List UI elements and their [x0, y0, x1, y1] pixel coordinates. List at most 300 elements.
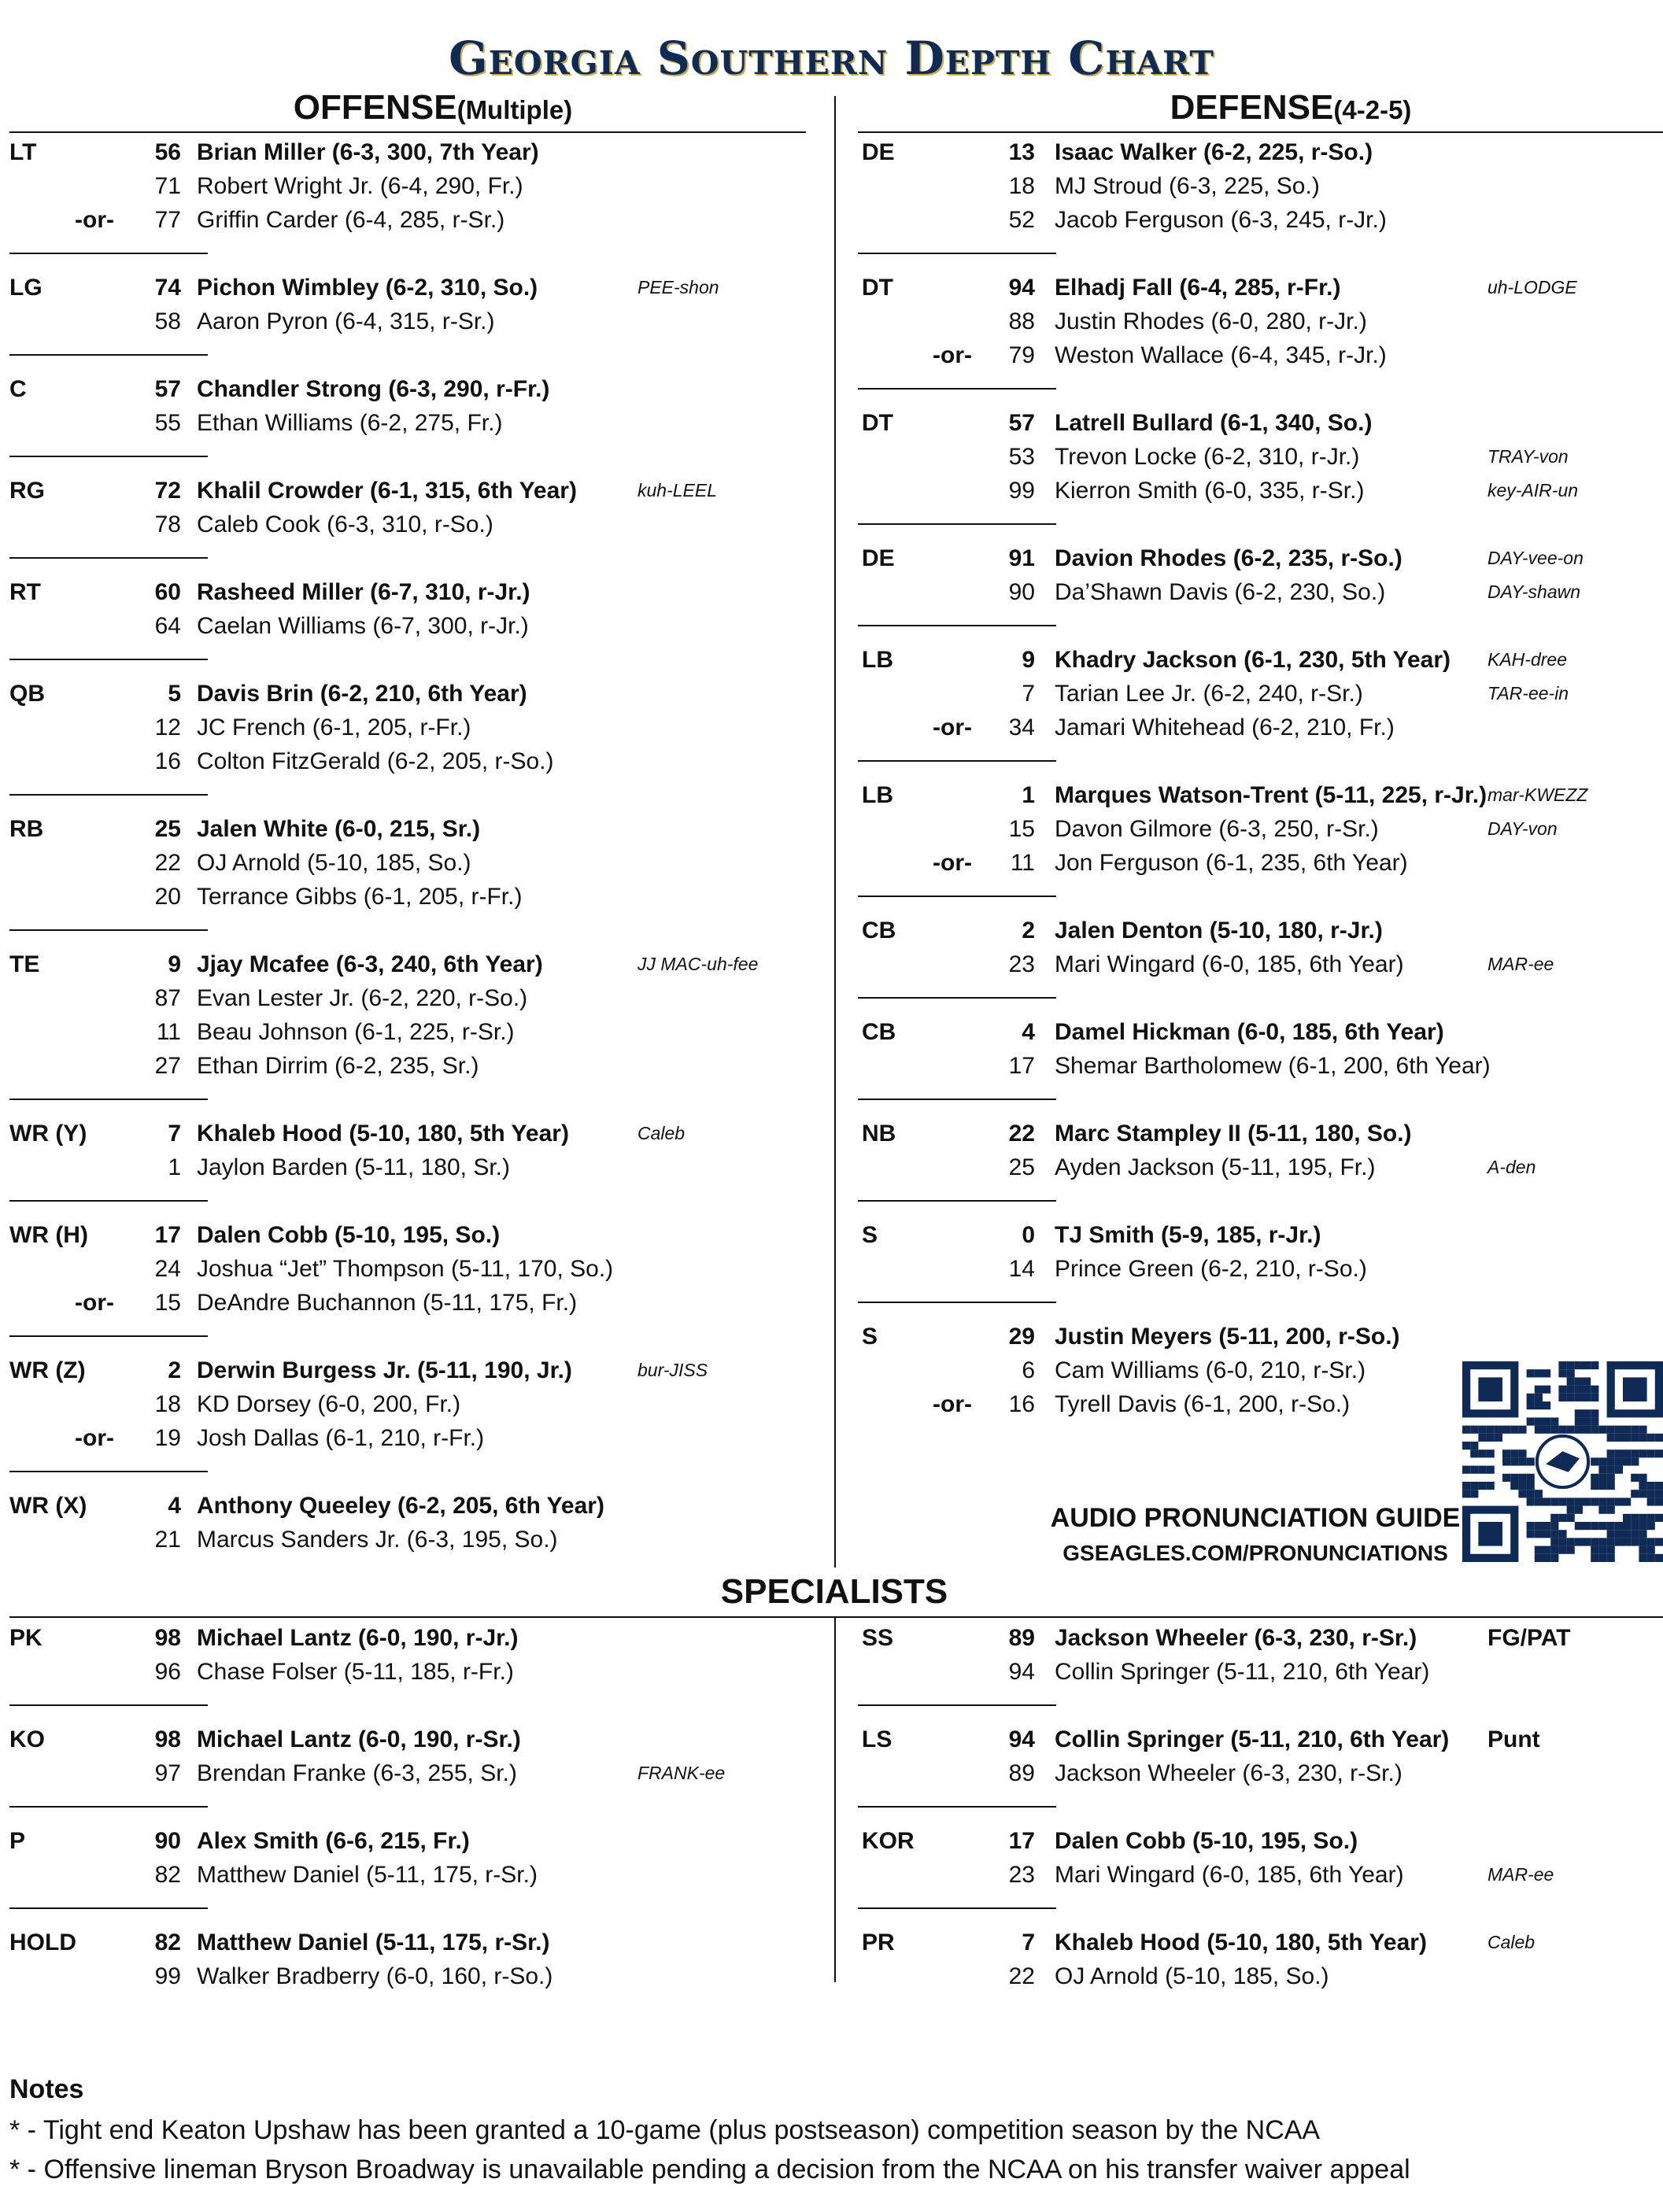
depth-row: [862, 643, 1663, 677]
qr-module: [1623, 1457, 1631, 1465]
player-name: Matthew Daniel (5-11, 175, r-Sr.): [197, 1862, 538, 1888]
qr-module: [1478, 1482, 1486, 1490]
position-group: [9, 1926, 828, 1993]
qr-module: [1631, 1514, 1639, 1522]
qr-module: [1543, 1369, 1550, 1377]
jersey-number: 11: [1010, 850, 1035, 876]
jersey-number: 22: [1008, 1963, 1035, 1989]
position-label: LT: [9, 139, 37, 165]
depth-row: [862, 947, 1663, 981]
qr-module: [1495, 1426, 1502, 1434]
pronunciation: JJ MAC-uh-fee: [637, 954, 759, 974]
qr-module: [1567, 1514, 1575, 1522]
position-label: PK: [9, 1625, 42, 1651]
qr-module: [1639, 1482, 1646, 1490]
player-name: Davon Gilmore (6-3, 250, r-Sr.): [1055, 816, 1379, 842]
depth-row: [862, 1621, 1663, 1655]
jersey-number: 22: [154, 850, 181, 876]
position-group: [862, 643, 1663, 744]
qr-module: [1575, 1497, 1583, 1505]
position-group: [862, 1117, 1663, 1184]
position-label: LS: [862, 1726, 892, 1752]
specialists-title: SPECIALISTS: [720, 1572, 948, 1611]
qr-module: [1567, 1369, 1575, 1377]
group-separator: [9, 354, 208, 356]
pronunciation: kuh-LEEL: [637, 480, 718, 500]
player-name: Colton FitzGerald (6-2, 205, r-So.): [197, 748, 554, 774]
position-label: RT: [9, 579, 41, 605]
jersey-number: 87: [154, 985, 181, 1011]
qr-module: [1639, 1554, 1646, 1562]
jersey-number: 17: [1008, 1053, 1035, 1079]
position-label: QB: [9, 681, 45, 707]
group-separator: [858, 1704, 1056, 1706]
jersey-number: 16: [154, 748, 181, 774]
qr-module: [1631, 1474, 1639, 1482]
column-divider-bottom: [834, 1616, 836, 1982]
depth-row: [9, 1824, 828, 1858]
position-group: [862, 135, 1663, 237]
qr-module: [1639, 1474, 1646, 1482]
qr-module: [1623, 1497, 1631, 1505]
qr-module: [1647, 1514, 1655, 1522]
qr-module: [1502, 1474, 1510, 1482]
qr-module: [1623, 1514, 1631, 1522]
jersey-number: 99: [154, 1963, 181, 1989]
qr-module: [1462, 1482, 1470, 1490]
depth-row: [9, 271, 828, 305]
qr-module: [1487, 1449, 1495, 1457]
qr-module: [1575, 1361, 1583, 1369]
jersey-number: 94: [1008, 1726, 1035, 1752]
jersey-number: 0: [1022, 1222, 1035, 1248]
pronunciation: DAY-vee-on: [1487, 548, 1584, 568]
jersey-number: 25: [1008, 1154, 1035, 1180]
qr-module: [1607, 1530, 1615, 1538]
qr-module: [1567, 1426, 1575, 1434]
depth-row: [9, 1353, 828, 1387]
qr-module: [1567, 1361, 1575, 1369]
player-name: Ethan Dirrim (6-2, 235, Sr.): [197, 1053, 479, 1079]
jersey-number: 77: [154, 207, 181, 233]
qr-module: [1623, 1530, 1631, 1538]
player-name: Justin Rhodes (6-0, 280, r-Jr.): [1055, 308, 1367, 334]
qr-module: [1607, 1546, 1615, 1554]
qr-module: [1583, 1497, 1591, 1505]
group-separator: [9, 794, 208, 796]
jersey-number: 74: [154, 275, 181, 301]
depth-row: [862, 135, 1663, 169]
group-separator: [9, 929, 208, 931]
player-name: Rasheed Miller (6-7, 310, r-Jr.): [197, 579, 530, 605]
qr-module: [1470, 1442, 1478, 1449]
position-group: [862, 271, 1663, 372]
qr-module: [1510, 1426, 1518, 1434]
defense-header-rule: [858, 131, 1663, 133]
qr-module: [1631, 1449, 1639, 1457]
position-label: WR (H): [9, 1222, 88, 1248]
player-name: Alex Smith (6-6, 215, Fr.): [197, 1828, 470, 1854]
pronunciation: uh-LODGE: [1487, 277, 1577, 297]
pronunciation: TRAY-von: [1487, 446, 1569, 467]
pronunciation: Caleb: [1487, 1932, 1536, 1952]
qr-module: [1615, 1530, 1623, 1538]
qr-module: [1591, 1409, 1598, 1417]
qr-module: [1655, 1482, 1663, 1490]
qr-module: [1583, 1522, 1591, 1530]
qr-module: [1550, 1497, 1558, 1505]
qr-module: [1567, 1386, 1575, 1394]
position-label: WR (Y): [9, 1121, 87, 1147]
jersey-number: 98: [154, 1625, 181, 1651]
qr-module: [1470, 1449, 1478, 1457]
player-name: Marcus Sanders Jr. (6-3, 195, So.): [197, 1527, 558, 1553]
jersey-number: 11: [156, 1019, 181, 1045]
player-name: Elhadj Fall (6-4, 285, r-Fr.): [1055, 275, 1341, 301]
depth-row: [9, 1858, 828, 1892]
qr-module: [1558, 1538, 1566, 1545]
qr-module: [1607, 1538, 1615, 1545]
depth-row: [862, 1858, 1663, 1892]
depth-row: [9, 1387, 828, 1421]
qr-module: [1550, 1530, 1558, 1538]
jersey-number: 94: [1008, 275, 1035, 301]
qr-module: [1647, 1490, 1655, 1497]
depth-row: [9, 1421, 828, 1455]
group-separator: [858, 896, 1056, 897]
depth-row: [862, 1959, 1663, 1993]
jersey-number: 7: [1022, 681, 1035, 707]
player-name: Da’Shawn Davis (6-2, 230, So.): [1055, 579, 1386, 605]
position-label: WR (X): [9, 1493, 87, 1519]
qr-module: [1527, 1457, 1535, 1465]
jersey-number: 18: [1008, 173, 1035, 199]
depth-row: [9, 1655, 828, 1689]
note-line-1: * - Tight end Keaton Upshaw has been granted a 10-game (plus postseason) competition season by the NCAA: [9, 2115, 1321, 2145]
jersey-number: 15: [154, 1290, 181, 1316]
player-name: Brian Miller (6-3, 300, 7th Year): [197, 139, 539, 165]
qr-module: [1550, 1554, 1558, 1562]
qr-module: [1647, 1449, 1655, 1457]
position-group: [9, 677, 828, 778]
qr-module: [1535, 1497, 1543, 1505]
qr-module: [1598, 1426, 1606, 1434]
qr-module: [1623, 1522, 1631, 1530]
qr-module: [1615, 1522, 1623, 1530]
depth-row: [9, 947, 828, 981]
pronunciation: DAY-von: [1487, 818, 1558, 839]
jersey-number: 98: [154, 1726, 181, 1752]
player-name: Aaron Pyron (6-4, 315, r-Sr.): [197, 308, 495, 334]
jersey-number: 96: [154, 1659, 181, 1685]
qr-module: [1607, 1474, 1615, 1482]
qr-module: [1518, 1457, 1526, 1465]
qr-module: [1535, 1490, 1543, 1497]
player-name: Collin Springer (5-11, 210, 6th Year): [1055, 1659, 1430, 1685]
qr-module: [1631, 1426, 1639, 1434]
player-name: Mari Wingard (6-0, 185, 6th Year): [1055, 1862, 1404, 1888]
position-group: [862, 406, 1663, 508]
qr-module: [1591, 1538, 1598, 1545]
player-name: Tyrell Davis (6-1, 200, r-So.): [1055, 1391, 1351, 1417]
qr-module: [1655, 1538, 1663, 1545]
player-name: Jackson Wheeler (6-3, 230, r-Sr.): [1055, 1625, 1417, 1651]
qr-module: [1639, 1426, 1646, 1434]
jersey-number: 14: [1008, 1256, 1035, 1282]
depth-row: [9, 1489, 828, 1523]
depth-row: [862, 1723, 1663, 1756]
jersey-number: 21: [154, 1527, 181, 1553]
qr-module: [1615, 1449, 1623, 1457]
qr-module: [1575, 1522, 1583, 1530]
position-group: [862, 1824, 1663, 1892]
position-group: [9, 947, 828, 1083]
depth-row: [9, 305, 828, 338]
qr-module: [1598, 1474, 1606, 1482]
qr-module: [1639, 1530, 1646, 1538]
qr-module: [1583, 1377, 1591, 1385]
depth-row: [862, 1218, 1663, 1252]
player-name: Griffin Carder (6-4, 285, r-Sr.): [197, 207, 505, 233]
player-name: Cam Williams (6-0, 210, r-Sr.): [1055, 1357, 1366, 1383]
jersey-number: 34: [1008, 715, 1035, 740]
qr-code[interactable]: [1462, 1361, 1663, 1562]
alternate-label: -or-: [75, 1425, 114, 1451]
qr-module: [1655, 1449, 1663, 1457]
qr-module: [1631, 1522, 1639, 1530]
qr-module: [1575, 1426, 1583, 1434]
depth-row: [862, 914, 1663, 947]
position-label: LG: [9, 275, 42, 301]
player-name: JC French (6-1, 205, r-Fr.): [197, 715, 471, 740]
player-name: Khalil Crowder (6-1, 315, 6th Year): [197, 478, 577, 504]
qr-module: [1462, 1426, 1470, 1434]
depth-row: [9, 880, 828, 914]
qr-module: [1591, 1386, 1598, 1394]
alternate-label: -or-: [933, 715, 972, 740]
jersey-number: 29: [1008, 1324, 1035, 1350]
jersey-number: 23: [1008, 951, 1035, 977]
player-name: Jaylon Barden (5-11, 180, Sr.): [197, 1154, 510, 1180]
qr-module: [1470, 1482, 1478, 1490]
player-name: Jackson Wheeler (6-3, 230, r-Sr.): [1055, 1760, 1402, 1786]
jersey-number: 72: [154, 478, 181, 504]
alternate-label: -or-: [933, 850, 972, 876]
depth-row: [862, 338, 1663, 372]
qr-module: [1510, 1457, 1518, 1465]
jersey-number: 57: [1008, 410, 1035, 436]
qr-module: [1543, 1522, 1550, 1530]
position-group: [9, 1489, 828, 1557]
qr-module: [1543, 1546, 1550, 1554]
qr-module: [1558, 1426, 1566, 1434]
depth-row: [862, 1756, 1663, 1790]
qr-module: [1558, 1394, 1566, 1401]
depth-row: [862, 271, 1663, 305]
qr-module: [1615, 1426, 1623, 1434]
qr-module: [1558, 1497, 1566, 1505]
qr-module: [1575, 1506, 1583, 1514]
depth-row: [862, 1252, 1663, 1286]
qr-module: [1623, 1538, 1631, 1545]
position-group: [9, 812, 828, 914]
jersey-number: 53: [1008, 444, 1035, 470]
player-name: Justin Meyers (5-11, 200, r-So.): [1055, 1324, 1400, 1350]
qr-module: [1527, 1474, 1535, 1482]
player-name: Collin Springer (5-11, 210, 6th Year): [1055, 1726, 1450, 1752]
depth-row: [862, 1320, 1663, 1353]
depth-row: [9, 711, 828, 744]
offense-title: OFFENSE: [293, 88, 457, 127]
pronunciation: PEE-shon: [637, 277, 719, 297]
qr-module: [1487, 1482, 1495, 1490]
position-label: WR (Z): [9, 1357, 86, 1383]
group-separator: [858, 253, 1056, 254]
group-separator: [9, 1099, 208, 1100]
player-name: Pichon Wimbley (6-2, 310, So.): [197, 275, 538, 301]
jersey-number: 12: [154, 715, 181, 740]
position-label: DE: [862, 139, 895, 165]
player-name: Matthew Daniel (5-11, 175, r-Sr.): [197, 1929, 550, 1955]
jersey-number: 2: [168, 1357, 181, 1383]
position-group: [9, 575, 828, 643]
jersey-number: 55: [154, 410, 181, 436]
jersey-number: 22: [1008, 1121, 1035, 1147]
group-separator: [858, 1806, 1056, 1808]
depth-row: [9, 474, 828, 508]
jersey-number: 82: [154, 1929, 181, 1955]
position-label: HOLD: [9, 1929, 76, 1955]
jersey-number: 15: [1008, 816, 1035, 842]
qr-module: [1647, 1546, 1655, 1554]
depth-row: [9, 1723, 828, 1756]
depth-row: [9, 508, 828, 541]
defense-title: DEFENSE: [1170, 88, 1334, 127]
qr-module: [1527, 1401, 1535, 1409]
qr-module: [1567, 1377, 1575, 1385]
position-label: CB: [862, 918, 896, 944]
group-separator: [9, 1471, 208, 1472]
qr-module: [1639, 1522, 1646, 1530]
player-name: Davis Brin (6-2, 210, 6th Year): [197, 681, 527, 707]
qr-module: [1655, 1490, 1663, 1497]
depth-row: [9, 677, 828, 711]
qr-module: [1598, 1522, 1606, 1530]
qr-module: [1543, 1426, 1550, 1434]
depth-row: [862, 812, 1663, 846]
qr-module: [1591, 1394, 1598, 1401]
depth-row: [9, 1756, 828, 1790]
player-name: Jalen Denton (5-10, 180, r-Jr.): [1055, 918, 1383, 944]
player-name: Isaac Walker (6-2, 225, r-So.): [1055, 139, 1373, 165]
qr-module: [1550, 1426, 1558, 1434]
qr-module: [1567, 1394, 1575, 1401]
jersey-number: 52: [1008, 207, 1035, 233]
pronunciation: mar-KWEZZ: [1487, 785, 1588, 805]
jersey-number: 7: [168, 1121, 181, 1147]
player-name: Derwin Burgess Jr. (5-11, 190, Jr.): [197, 1357, 572, 1383]
qr-module: [1583, 1361, 1591, 1369]
group-separator: [9, 1200, 208, 1202]
qr-module: [1591, 1426, 1598, 1434]
qr-module: [1598, 1554, 1606, 1562]
qr-module: [1510, 1449, 1518, 1457]
position-label: DT: [862, 275, 893, 301]
depth-row: [862, 406, 1663, 440]
qr-module: [1543, 1417, 1550, 1425]
qr-module: [1478, 1466, 1486, 1474]
jersey-number: 78: [154, 511, 181, 537]
player-name: Chandler Strong (6-3, 290, r-Fr.): [197, 376, 550, 402]
jersey-number: 1: [168, 1154, 181, 1180]
depth-row: [9, 812, 828, 846]
position-group: [862, 778, 1663, 880]
qr-module: [1639, 1434, 1646, 1442]
qr-module: [1535, 1401, 1543, 1409]
qr-module: [1558, 1386, 1566, 1394]
note-line-2: * - Offensive lineman Bryson Broadway is unavailable pending a decision from the NCAA on his transfer waiver appeal: [9, 2155, 1410, 2184]
qr-module: [1535, 1546, 1543, 1554]
group-separator: [9, 253, 208, 254]
player-name: KD Dorsey (6-0, 200, Fr.): [197, 1391, 461, 1417]
qr-module: [1631, 1538, 1639, 1545]
player-name: Walker Bradberry (6-0, 160, r-So.): [197, 1963, 553, 1989]
group-separator: [9, 1907, 208, 1909]
jersey-number: 90: [1008, 579, 1035, 605]
player-name: Dalen Cobb (5-10, 195, So.): [1055, 1828, 1358, 1854]
depth-row: [862, 1117, 1663, 1150]
qr-module: [1543, 1497, 1550, 1505]
position-group: [9, 1117, 828, 1184]
position-label: SS: [862, 1625, 894, 1651]
qr-module: [1583, 1394, 1591, 1401]
qr-module: [1495, 1434, 1502, 1442]
audio-guide-url[interactable]: GSEAGLES.COM/PRONUNCIATIONS: [1062, 1541, 1448, 1565]
jersey-number: 9: [168, 951, 181, 977]
group-separator: [858, 625, 1056, 626]
jersey-number: 13: [1008, 139, 1035, 165]
player-name: Ethan Williams (6-2, 275, Fr.): [197, 410, 503, 436]
player-name: Tarian Lee Jr. (6-2, 240, r-Sr.): [1055, 681, 1363, 707]
position-label: NB: [862, 1121, 896, 1147]
player-name: Jjay Mcafee (6-3, 240, 6th Year): [197, 951, 543, 977]
pronunciation: Caleb: [637, 1123, 686, 1143]
qr-module: [1639, 1514, 1646, 1522]
player-name: Jacob Ferguson (6-3, 245, r-Jr.): [1055, 207, 1387, 233]
qr-module: [1558, 1369, 1566, 1377]
depth-row: [862, 541, 1663, 575]
player-name: Khaleb Hood (5-10, 180, 5th Year): [1055, 1929, 1427, 1955]
qr-module: [1655, 1497, 1663, 1505]
jersey-number: 57: [154, 376, 181, 402]
qr-module: [1527, 1530, 1535, 1538]
player-name: Latrell Bullard (6-1, 340, So.): [1055, 410, 1373, 436]
jersey-number: 88: [1008, 308, 1035, 334]
qr-module: [1535, 1522, 1543, 1530]
qr-module: [1527, 1369, 1535, 1377]
player-name: Khadry Jackson (6-1, 230, 5th Year): [1055, 647, 1451, 673]
position-label: DT: [862, 410, 893, 436]
depth-row: [9, 1117, 828, 1150]
group-separator: [9, 1335, 208, 1337]
qr-module: [1462, 1466, 1470, 1474]
depth-row: [862, 1926, 1663, 1959]
player-name: DeAndre Buchannon (5-11, 175, Fr.): [197, 1290, 578, 1316]
qr-module: [1535, 1530, 1543, 1538]
jersey-number: 82: [154, 1862, 181, 1888]
qr-module: [1518, 1426, 1526, 1434]
position-group: [9, 1824, 828, 1892]
